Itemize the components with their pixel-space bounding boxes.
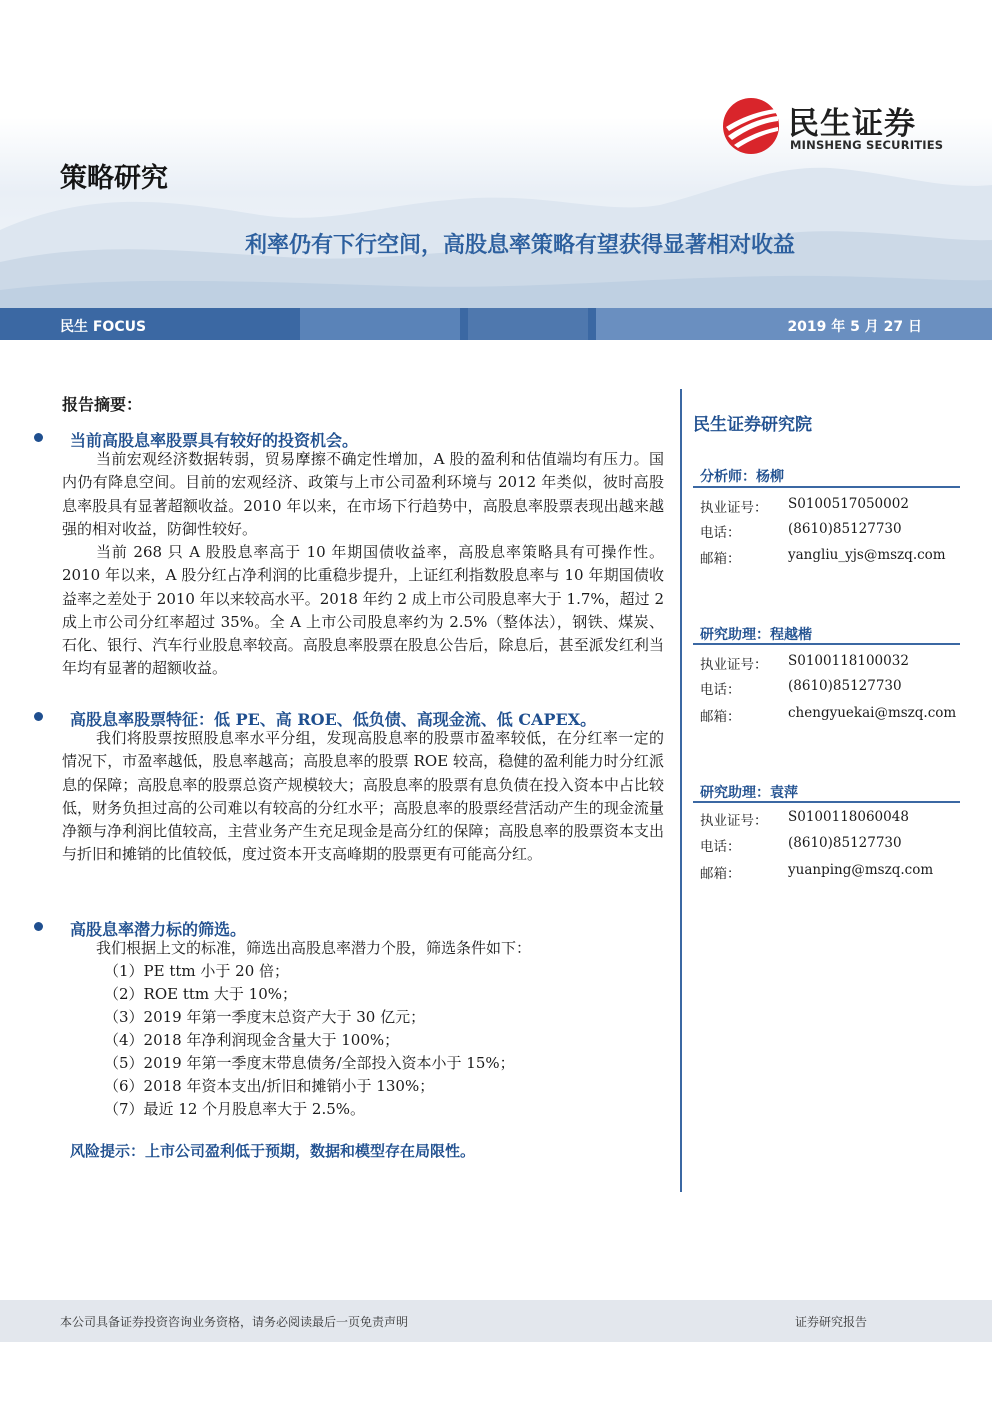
logo-name-en: MINSHENG SECURITIES — [790, 138, 944, 152]
analyst-divider — [693, 486, 960, 488]
criteria-item: （4）2018 年净利润现金含量大于 100%； — [104, 1031, 400, 1049]
risk-warning: 风险提示：上市公司盈利低于预期，数据和模型存在局限性。 — [70, 1142, 476, 1160]
band-shade — [300, 308, 460, 340]
email-label: 邮箱： — [700, 709, 741, 725]
body-paragraph: 我们将股票按照股息率水平分组，发现高股息率的股票市盈率较低，在分红率一定的情况下，市盈率越低，股息率越高；高股息率的股票 ROE 较高，稳健的盈利能力时分红派息的保障；高股息率的股票总资产规模较大；高股息率的股票有息负债在投入资本中占比较低，财务负担过高的公司难以有较高的分红水平；高股息率的股票经营活动产生的现金流量净额与净利润比值较高，主营业务产生充足现金是高分红的保障；高股息率的股票资本支出与折旧和摊销的比值较低，度过资本开支高峰期的股票更有可能高分红。 — [62, 729, 664, 864]
criteria-intro: 我们根据上文的标准，筛选出高股息率潜力个股，筛选条件如下： — [96, 939, 532, 957]
footer-report-type: 证券研究报告 — [794, 1315, 867, 1329]
report-title: 利率仍有下行空间，高股息率策略有望获得显著相对收益 — [244, 233, 795, 258]
logo-name-cn: 民生证券 — [788, 106, 916, 142]
analyst-divider — [693, 801, 960, 803]
bullet-icon — [34, 712, 43, 721]
body-paragraph: 当前宏观经济数据转弱，贸易摩擦不确定性增加，A 股的盈利和估值端均有压力。国内仍有降息空间。目前的宏观经济、政策与上市公司盈利环境与 2012 年类似，彼时高股息率股具有显著超额收益。2010 年以来，在市场下行趋势中，高股息率股票表现出越来越强的相对收益，防御性较好。 — [62, 450, 664, 538]
analyst-divider — [693, 643, 960, 645]
phone-label: 电话： — [700, 682, 741, 698]
email-label: 邮箱： — [700, 551, 741, 567]
email-label: 邮箱： — [700, 866, 741, 882]
analyst-title: 分析师：杨柳 — [700, 469, 784, 485]
sidebar-divider — [680, 389, 682, 1192]
cert-number: S0100118100032 — [788, 653, 909, 669]
phone-label: 电话： — [700, 525, 741, 541]
section-label: 策略研究 — [60, 163, 168, 194]
report-date: 2019 年 5 月 27 日 — [787, 319, 922, 335]
criteria-item: （3）2019 年第一季度末总资产大于 30 亿元； — [104, 1008, 426, 1026]
email-address: chengyuekai@mszq.com — [788, 705, 957, 721]
criteria-item: （1）PE ttm 小于 20 倍； — [104, 962, 290, 980]
phone-number: (8610)85127730 — [788, 835, 902, 851]
analyst-title: 研究助理：袁萍 — [700, 785, 798, 801]
footer-disclaimer: 本公司具备证券投资咨询业务资格，请务必阅读最后一页免责声明 — [60, 1315, 409, 1329]
criteria-item: （6）2018 年资本支出/折旧和摊销小于 130%； — [104, 1077, 435, 1095]
cert-number: S0100118060048 — [788, 809, 909, 825]
band-series-label: 民生 FOCUS — [60, 319, 147, 335]
criteria-item: （2）ROE ttm 大于 10%； — [104, 985, 298, 1003]
body-paragraph: 当前 268 只 A 股股息率高于 10 年期国债收益率，高股息率策略具有可操作性。2010 年以来，A 股分红占净利润的比重稳步提升，上证红利指数股息率与 10 年期国债收益率之差处于 2010 年以来较高水平。2018 年约 2 成上市公司股息率大于 1.7%，超过 2 成上市公司分红率超过 35%。全 A 上市公司股息率约为 2.5%（整体法），钢铁、煤炭、石化、银行、汽车行业股息率较高。高股息率股票在股息公告后，除息后，甚至派发红利当年均有显著的超额收益。 — [62, 543, 664, 678]
cert-label: 执业证号： — [700, 657, 768, 673]
bullet-icon — [34, 433, 43, 442]
analyst-title: 研究助理：程越楷 — [700, 627, 812, 643]
band-shade — [468, 308, 588, 340]
cert-number: S0100517050002 — [788, 496, 909, 512]
abstract-label: 报告摘要： — [62, 395, 143, 414]
email-address: yuanping@mszq.com — [788, 862, 934, 878]
bullet-icon — [34, 922, 43, 931]
email-address: yangliu_yjs@mszq.com — [788, 547, 946, 563]
phone-number: (8610)85127730 — [788, 678, 902, 694]
company-logo — [720, 96, 950, 156]
footer-bar — [0, 1300, 992, 1342]
phone-label: 电话： — [700, 839, 741, 855]
cert-label: 执业证号： — [700, 500, 768, 516]
logo-mark-icon — [720, 96, 782, 156]
cert-label: 执业证号： — [700, 813, 768, 829]
criteria-item: （5）2019 年第一季度末带息债务/全部投入资本小于 15%； — [104, 1054, 515, 1072]
criteria-item: （7）最近 12 个月股息率大于 2.5%。 — [104, 1100, 366, 1118]
institute-name: 民生证券研究院 — [693, 415, 812, 435]
phone-number: (8610)85127730 — [788, 521, 902, 537]
header-band — [0, 308, 992, 340]
